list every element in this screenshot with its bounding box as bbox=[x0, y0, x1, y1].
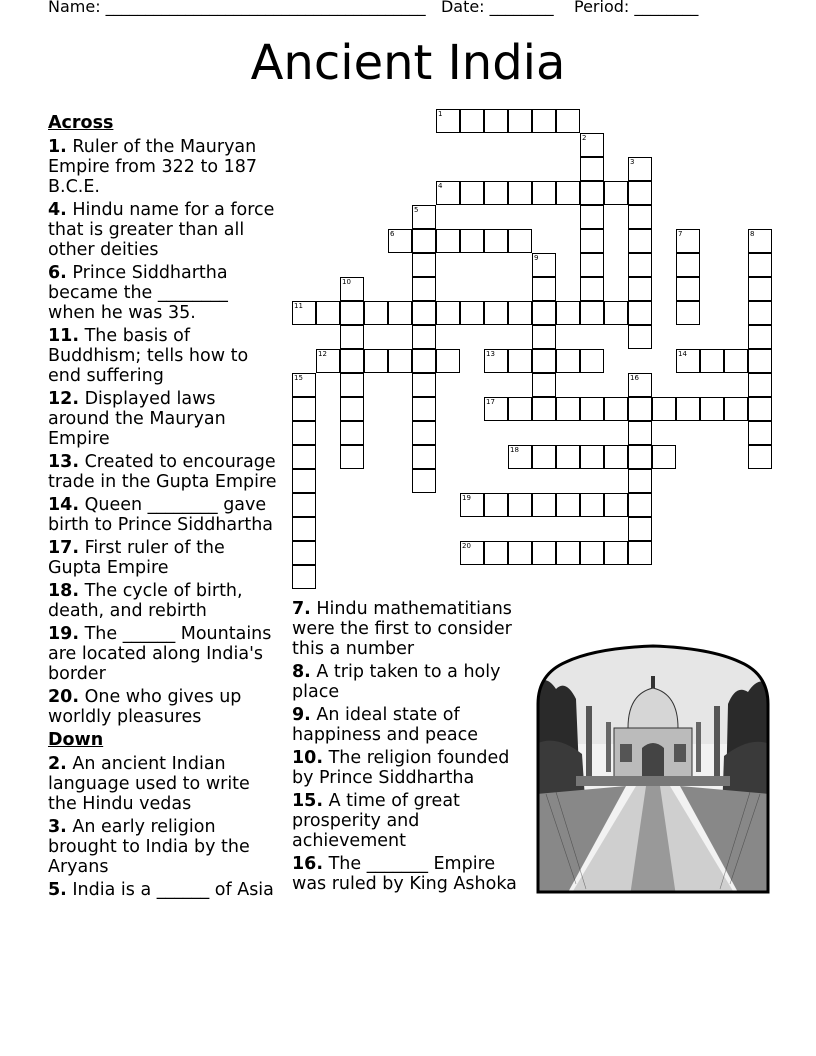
cell-number: 2 bbox=[582, 134, 587, 142]
crossword-cell[interactable] bbox=[676, 277, 700, 301]
cell-number: 10 bbox=[342, 278, 351, 286]
crossword-cell[interactable] bbox=[748, 253, 772, 277]
clue-number: 1. bbox=[48, 137, 67, 157]
cell-number: 13 bbox=[486, 350, 495, 358]
cell-number: 19 bbox=[462, 494, 471, 502]
clue-item bbox=[292, 791, 524, 851]
crossword-cell[interactable] bbox=[676, 397, 700, 421]
clue-item bbox=[48, 624, 280, 684]
crossword-cell[interactable] bbox=[748, 277, 772, 301]
crossword-cell[interactable] bbox=[556, 109, 580, 133]
crossword-cell[interactable] bbox=[580, 349, 604, 373]
crossword-cell[interactable] bbox=[580, 253, 604, 277]
crossword-cell[interactable] bbox=[628, 493, 652, 517]
crossword-cell[interactable] bbox=[532, 493, 556, 517]
crossword-cell[interactable] bbox=[532, 445, 556, 469]
clue-item bbox=[48, 452, 280, 492]
clue-text: Hindu mathematitians were the first to consider this a number bbox=[292, 599, 512, 659]
crossword-cell[interactable] bbox=[724, 349, 748, 373]
clue-item bbox=[292, 854, 524, 894]
clue-text: Queen ________ gave birth to Prince Siddhartha bbox=[48, 495, 274, 535]
clue-text: Ruler of the Mauryan Empire from 322 to 187 B.C.E. bbox=[48, 137, 258, 197]
across-heading: Across bbox=[48, 113, 114, 133]
crossword-cell[interactable] bbox=[532, 253, 556, 277]
clue-item bbox=[292, 748, 524, 788]
clue-item bbox=[48, 495, 280, 535]
cell-number: 9 bbox=[534, 254, 539, 262]
crossword-cell[interactable] bbox=[412, 445, 436, 469]
crossword-cell[interactable] bbox=[628, 373, 652, 397]
crossword-cell[interactable] bbox=[628, 397, 652, 421]
crossword-cell[interactable] bbox=[340, 325, 364, 349]
crossword-cell[interactable] bbox=[532, 277, 556, 301]
crossword-cell[interactable] bbox=[628, 421, 652, 445]
crossword-cell[interactable] bbox=[580, 445, 604, 469]
clue-item bbox=[48, 538, 280, 578]
crossword-cell[interactable] bbox=[292, 397, 316, 421]
crossword-cell[interactable] bbox=[628, 445, 652, 469]
clue-number: 12. bbox=[48, 389, 80, 409]
crossword-cell[interactable] bbox=[748, 445, 772, 469]
crossword-cell[interactable] bbox=[412, 325, 436, 349]
crossword-cell[interactable] bbox=[532, 109, 556, 133]
cell-number: 16 bbox=[630, 374, 639, 382]
crossword-cell[interactable] bbox=[340, 373, 364, 397]
crossword-cell[interactable] bbox=[580, 229, 604, 253]
crossword-cell[interactable] bbox=[484, 109, 508, 133]
crossword-cell[interactable] bbox=[628, 181, 652, 205]
crossword-cell[interactable] bbox=[700, 397, 724, 421]
crossword-cell[interactable] bbox=[748, 349, 772, 373]
clue-item bbox=[48, 880, 280, 900]
crossword-cell[interactable] bbox=[580, 205, 604, 229]
crossword-cell[interactable] bbox=[580, 541, 604, 565]
crossword-cell[interactable] bbox=[628, 325, 652, 349]
crossword-cell[interactable] bbox=[364, 349, 388, 373]
crossword-cell[interactable] bbox=[412, 397, 436, 421]
crossword-cell[interactable] bbox=[292, 469, 316, 493]
crossword-cell[interactable] bbox=[388, 229, 412, 253]
crossword-cell[interactable] bbox=[580, 493, 604, 517]
crossword-cell[interactable] bbox=[508, 493, 532, 517]
crossword-cell[interactable] bbox=[460, 301, 484, 325]
name-date-period-line: Name: ________________________________________ Date: ________ Period: ________ bbox=[48, 0, 699, 16]
crossword-cell[interactable] bbox=[676, 229, 700, 253]
clue-number: 18. bbox=[48, 581, 80, 601]
clue-text: India is a ______ of Asia bbox=[66, 880, 274, 900]
crossword-cell[interactable] bbox=[340, 301, 364, 325]
crossword-cell[interactable] bbox=[748, 229, 772, 253]
cell-number: 17 bbox=[486, 398, 495, 406]
crossword-cell[interactable] bbox=[700, 349, 724, 373]
crossword-cell[interactable] bbox=[652, 445, 676, 469]
crossword-cell[interactable] bbox=[628, 277, 652, 301]
crossword-cell[interactable] bbox=[436, 181, 460, 205]
crossword-cell[interactable] bbox=[508, 229, 532, 253]
crossword-cell[interactable] bbox=[508, 445, 532, 469]
crossword-cell[interactable] bbox=[604, 493, 628, 517]
crossword-cell[interactable] bbox=[412, 301, 436, 325]
crossword-cell[interactable] bbox=[580, 397, 604, 421]
clue-number: 14. bbox=[48, 495, 80, 515]
crossword-cell[interactable] bbox=[316, 349, 340, 373]
crossword-cell[interactable] bbox=[604, 301, 628, 325]
crossword-cell[interactable] bbox=[340, 349, 364, 373]
clue-number: 9. bbox=[292, 705, 311, 725]
clue-number: 7. bbox=[292, 599, 311, 619]
crossword-cell[interactable] bbox=[316, 301, 340, 325]
clue-text: A trip taken to a holy place bbox=[292, 662, 501, 702]
crossword-cell[interactable] bbox=[388, 301, 412, 325]
crossword-cell[interactable] bbox=[340, 277, 364, 301]
crossword-cell[interactable] bbox=[412, 205, 436, 229]
clue-text: First ruler of the Gupta Empire bbox=[48, 538, 225, 578]
clue-item bbox=[48, 687, 280, 727]
crossword-cell[interactable] bbox=[292, 301, 316, 325]
crossword-cell[interactable] bbox=[748, 421, 772, 445]
crossword-cell[interactable] bbox=[412, 253, 436, 277]
crossword-cell[interactable] bbox=[580, 133, 604, 157]
crossword-cell[interactable] bbox=[484, 397, 508, 421]
crossword-cell[interactable] bbox=[460, 493, 484, 517]
cell-number: 18 bbox=[510, 446, 519, 454]
crossword-cell[interactable] bbox=[340, 445, 364, 469]
clue-number: 10. bbox=[292, 748, 324, 768]
crossword-cell[interactable] bbox=[508, 541, 532, 565]
crossword-cell[interactable] bbox=[292, 421, 316, 445]
crossword-cell[interactable] bbox=[556, 301, 580, 325]
crossword-cell[interactable] bbox=[556, 493, 580, 517]
clue-number: 17. bbox=[48, 538, 80, 558]
clue-number: 20. bbox=[48, 687, 80, 707]
crossword-cell[interactable] bbox=[508, 301, 532, 325]
cell-number: 8 bbox=[750, 230, 755, 238]
crossword-cell[interactable] bbox=[292, 445, 316, 469]
crossword-cell[interactable] bbox=[460, 541, 484, 565]
cell-number: 5 bbox=[414, 206, 419, 214]
crossword-cell[interactable] bbox=[676, 253, 700, 277]
cell-number: 11 bbox=[294, 302, 303, 310]
clue-text: An ideal state of happiness and peace bbox=[292, 705, 479, 745]
crossword-cell[interactable] bbox=[676, 301, 700, 325]
crossword-cell[interactable] bbox=[436, 109, 460, 133]
clue-number: 5. bbox=[48, 880, 67, 900]
crossword-cell[interactable] bbox=[364, 301, 388, 325]
crossword-cell[interactable] bbox=[556, 397, 580, 421]
crossword-cell[interactable] bbox=[388, 349, 412, 373]
crossword-cell[interactable] bbox=[580, 277, 604, 301]
clue-text: An early religion brought to India by the Aryans bbox=[48, 817, 250, 877]
cell-number: 3 bbox=[630, 158, 635, 166]
cell-number: 14 bbox=[678, 350, 687, 358]
crossword-cell[interactable] bbox=[412, 421, 436, 445]
crossword-cell[interactable] bbox=[724, 397, 748, 421]
crossword-cell[interactable] bbox=[436, 349, 460, 373]
clue-text: One who gives up worldly pleasures bbox=[48, 687, 242, 727]
crossword-cell[interactable] bbox=[484, 229, 508, 253]
clue-text: A time of great prosperity and achievement bbox=[292, 791, 460, 851]
crossword-cell[interactable] bbox=[508, 349, 532, 373]
crossword-cell[interactable] bbox=[460, 181, 484, 205]
crossword-cell[interactable] bbox=[412, 277, 436, 301]
clue-text: The _______ Empire was ruled by King Ashoka bbox=[292, 854, 517, 894]
clue-text: Displayed laws around the Mauryan Empire bbox=[48, 389, 226, 449]
crossword-cell[interactable] bbox=[556, 445, 580, 469]
crossword-cell[interactable] bbox=[508, 181, 532, 205]
clue-item bbox=[292, 662, 524, 702]
cell-number: 20 bbox=[462, 542, 471, 550]
clue-number: 3. bbox=[48, 817, 67, 837]
crossword-cell[interactable] bbox=[412, 469, 436, 493]
crossword-cell[interactable] bbox=[460, 229, 484, 253]
crossword-cell[interactable] bbox=[292, 541, 316, 565]
crossword-cell[interactable] bbox=[628, 157, 652, 181]
crossword-cell[interactable] bbox=[484, 301, 508, 325]
clue-text: The basis of Buddhism; tells how to end suffering bbox=[48, 326, 249, 386]
clue-text: Created to encourage trade in the Gupta Empire bbox=[48, 452, 277, 492]
clue-column-left bbox=[48, 113, 280, 903]
crossword-cell[interactable] bbox=[460, 109, 484, 133]
crossword-cell[interactable] bbox=[292, 373, 316, 397]
crossword-cell[interactable] bbox=[604, 445, 628, 469]
crossword-cell[interactable] bbox=[532, 397, 556, 421]
crossword-cell[interactable] bbox=[628, 517, 652, 541]
clue-number: 8. bbox=[292, 662, 311, 682]
crossword-cell[interactable] bbox=[484, 541, 508, 565]
clue-number: 16. bbox=[292, 854, 324, 874]
crossword-cell[interactable] bbox=[532, 325, 556, 349]
crossword-cell[interactable] bbox=[628, 541, 652, 565]
crossword-cell[interactable] bbox=[556, 181, 580, 205]
crossword-cell[interactable] bbox=[412, 229, 436, 253]
crossword-cell[interactable] bbox=[604, 541, 628, 565]
crossword-cell[interactable] bbox=[412, 373, 436, 397]
crossword-cell[interactable] bbox=[676, 349, 700, 373]
crossword-cell[interactable] bbox=[628, 301, 652, 325]
crossword-cell[interactable] bbox=[532, 301, 556, 325]
crossword-cell[interactable] bbox=[532, 349, 556, 373]
clue-item bbox=[48, 389, 280, 449]
crossword-cell[interactable] bbox=[484, 181, 508, 205]
clue-text: Hindu name for a force that is greater than all other deities bbox=[48, 200, 275, 260]
clue-number: 13. bbox=[48, 452, 80, 472]
clue-item bbox=[48, 200, 280, 260]
clue-item bbox=[292, 599, 524, 659]
crossword-cell[interactable] bbox=[484, 349, 508, 373]
cell-number: 6 bbox=[390, 230, 395, 238]
crossword-cell[interactable] bbox=[628, 205, 652, 229]
clue-text: The religion founded by Prince Siddhartha bbox=[292, 748, 510, 788]
crossword-cell[interactable] bbox=[292, 517, 316, 541]
down-clue-list bbox=[48, 754, 280, 900]
crossword-cell[interactable] bbox=[508, 397, 532, 421]
clue-item bbox=[48, 754, 280, 814]
clue-text: The ______ Mountains are located along India's border bbox=[48, 624, 272, 684]
clue-item bbox=[48, 137, 280, 197]
down-clue-list-continued bbox=[292, 599, 524, 894]
crossword-cell[interactable] bbox=[580, 181, 604, 205]
puzzle-title: Ancient India bbox=[250, 35, 566, 91]
clue-number: 6. bbox=[48, 263, 67, 283]
cell-number: 15 bbox=[294, 374, 303, 382]
clue-item bbox=[48, 817, 280, 877]
clue-item bbox=[292, 705, 524, 745]
crossword-cell[interactable] bbox=[604, 397, 628, 421]
crossword-cell[interactable] bbox=[436, 229, 460, 253]
crossword-cell[interactable] bbox=[604, 181, 628, 205]
clue-text: Prince Siddhartha became the ________ when he was 35. bbox=[48, 263, 228, 323]
crossword-cell[interactable] bbox=[556, 349, 580, 373]
clue-column-middle bbox=[292, 599, 524, 897]
crossword-cell[interactable] bbox=[532, 373, 556, 397]
crossword-cell[interactable] bbox=[532, 181, 556, 205]
crossword-cell[interactable] bbox=[652, 397, 676, 421]
crossword-cell[interactable] bbox=[412, 349, 436, 373]
taj-mahal-illustration bbox=[536, 644, 770, 896]
crossword-cell[interactable] bbox=[628, 253, 652, 277]
clue-text: An ancient Indian language used to write the Hindu vedas bbox=[48, 754, 250, 814]
crossword-cell[interactable] bbox=[292, 565, 316, 589]
crossword-cell[interactable] bbox=[340, 421, 364, 445]
clue-number: 15. bbox=[292, 791, 324, 811]
crossword-cell[interactable] bbox=[748, 373, 772, 397]
crossword-cell[interactable] bbox=[340, 397, 364, 421]
clue-number: 11. bbox=[48, 326, 80, 346]
clue-number: 4. bbox=[48, 200, 67, 220]
crossword-cell[interactable] bbox=[580, 157, 604, 181]
crossword-cell[interactable] bbox=[532, 541, 556, 565]
clue-text: The cycle of birth, death, and rebirth bbox=[48, 581, 243, 621]
crossword-cell[interactable] bbox=[484, 493, 508, 517]
clue-number: 2. bbox=[48, 754, 67, 774]
cell-number: 4 bbox=[438, 182, 443, 190]
clue-number: 19. bbox=[48, 624, 80, 644]
crossword-cell[interactable] bbox=[436, 301, 460, 325]
down-heading: Down bbox=[48, 730, 104, 750]
crossword-cell[interactable] bbox=[628, 229, 652, 253]
cell-number: 12 bbox=[318, 350, 327, 358]
crossword-cell[interactable] bbox=[748, 325, 772, 349]
crossword-cell[interactable] bbox=[628, 469, 652, 493]
crossword-cell[interactable] bbox=[580, 301, 604, 325]
crossword-cell[interactable] bbox=[748, 397, 772, 421]
crossword-cell[interactable] bbox=[748, 301, 772, 325]
cell-number: 7 bbox=[678, 230, 683, 238]
cell-number: 1 bbox=[438, 110, 443, 118]
clue-item bbox=[48, 581, 280, 621]
clue-item bbox=[48, 326, 280, 386]
crossword-cell[interactable] bbox=[556, 541, 580, 565]
across-clue-list bbox=[48, 137, 280, 727]
crossword-cell[interactable] bbox=[508, 109, 532, 133]
clue-item bbox=[48, 263, 280, 323]
crossword-cell[interactable] bbox=[292, 493, 316, 517]
